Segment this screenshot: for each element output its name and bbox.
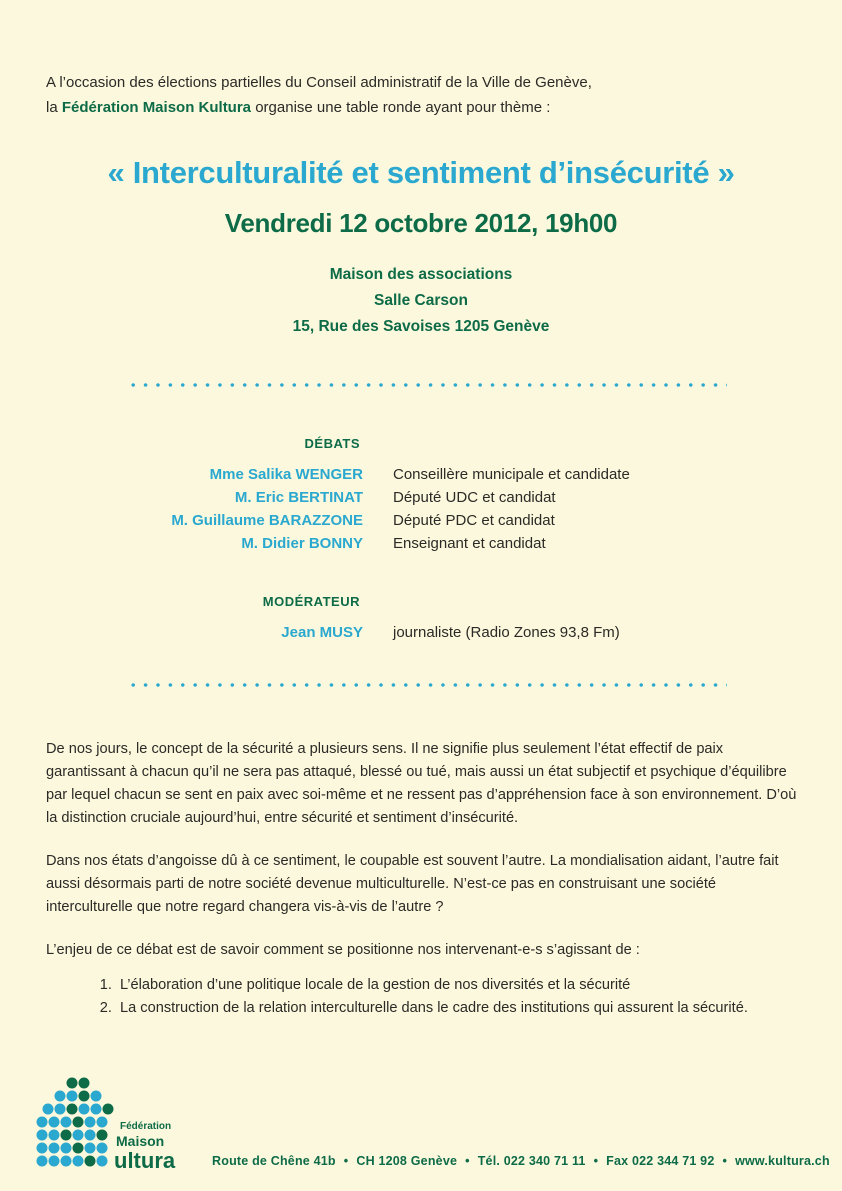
intro-line-1: A l’occasion des élections partielles du Conseil administratif de la Ville de Genève, <box>46 74 592 91</box>
speaker-name: Mme Salika WENGER <box>209 466 363 483</box>
footer-city: CH 1208 Genève <box>356 1154 458 1168</box>
venue-address: 15, Rue des Savoises 1205 Genève <box>292 318 550 335</box>
venue <box>0 262 842 340</box>
footer-website-link[interactable]: www.kultura.ch <box>735 1154 830 1168</box>
footer-contact <box>212 1154 830 1168</box>
footer-address: Route de Chêne 41b <box>212 1154 336 1168</box>
moderateur-heading: MODÉRATEUR <box>262 594 360 609</box>
speaker-row <box>0 489 842 512</box>
list-item: 1. L’élaboration d’une politique locale de la gestion de nos diversités et la sécurité <box>116 974 806 997</box>
speaker-role: Député UDC et candidat <box>393 489 556 506</box>
description <box>46 738 806 1020</box>
speaker-row <box>0 466 842 489</box>
venue-room: Salle Carson <box>374 292 468 309</box>
dotted-divider-bottom <box>127 683 727 687</box>
intro-suffix: organise une table ronde ayant pour thème : <box>251 99 551 116</box>
footer-separator: • <box>722 1154 728 1168</box>
speaker-name: M. Eric BERTINAT <box>234 489 363 506</box>
logo-text-federation: Fédération <box>120 1121 172 1132</box>
intro-line-2 <box>46 95 592 120</box>
moderator-role: journaliste (Radio Zones 93,8 Fm) <box>393 624 620 641</box>
speakers-list <box>0 466 842 558</box>
dotted-divider-top <box>127 383 727 387</box>
debats-heading: DÉBATS <box>304 436 360 451</box>
list-item: 2. La construction de la relation interculturelle dans le cadre des institutions qui assurent la sécurité. <box>116 997 806 1020</box>
paragraph: Dans nos états d’angoisse dû à ce sentiment, le coupable est souvent l’autre. La mondialisation aidant, l’autre fait aussi désormais parti de notre société devenue multiculturelle. N’est-ce pas en construisant une société interculturelle que notre regard changera vis-à-vis de l’autre ? <box>46 853 779 915</box>
footer-separator: • <box>465 1154 470 1168</box>
logo-text-maison: Maison <box>116 1133 165 1149</box>
speaker-role: Enseignant et candidat <box>393 535 546 552</box>
footer-separator: • <box>593 1154 599 1168</box>
event-title: « Interculturalité et sentiment d’insécurité » <box>107 155 735 190</box>
organisation-name: Fédération Maison Kultura <box>61 99 252 116</box>
paragraph: L’enjeu de ce débat est de savoir comment se positionne nos intervenant-e-s s’agissant de : <box>46 942 640 958</box>
intro <box>46 70 592 120</box>
footer-phone: Tél. 022 340 71 11 <box>477 1154 586 1168</box>
speaker-name: M. Didier BONNY <box>241 535 363 552</box>
footer-fax: Fax 022 344 71 92 <box>606 1154 715 1168</box>
venue-name: Maison des associations <box>329 266 513 283</box>
speaker-row <box>0 535 842 558</box>
speaker-role: Député PDC et candidat <box>393 512 555 529</box>
intro-prefix: la <box>46 99 62 116</box>
kultura-logo <box>36 1076 196 1171</box>
moderator-row <box>0 624 842 647</box>
footer-separator: • <box>343 1154 349 1168</box>
moderator <box>0 624 842 647</box>
moderator-name: Jean MUSY <box>281 624 363 641</box>
speaker-role: Conseillère municipale et candidate <box>393 466 630 483</box>
speaker-row <box>0 512 842 535</box>
paragraph: De nos jours, le concept de la sécurité a plusieurs sens. Il ne signifie plus seulement l’état effectif de paix garantissant à chacun qu’il ne sera pas attaqué, blessé ou tué, mais aussi un état subjectif et psychique d’équilibre par lequel chacun se sent en paix avec soi-même et ne ressent pas d’appréhension face à son environnement. D’où la distinction cruciale aujourd’hui, entre sécurité et sentiment d’insécurité. <box>46 741 797 826</box>
topics-list <box>46 974 806 1020</box>
event-date: Vendredi 12 octobre 2012, 19h00 <box>224 208 618 238</box>
speaker-name: M. Guillaume BARAZZONE <box>171 512 363 529</box>
logo-text-kultura: ultura <box>114 1148 176 1171</box>
